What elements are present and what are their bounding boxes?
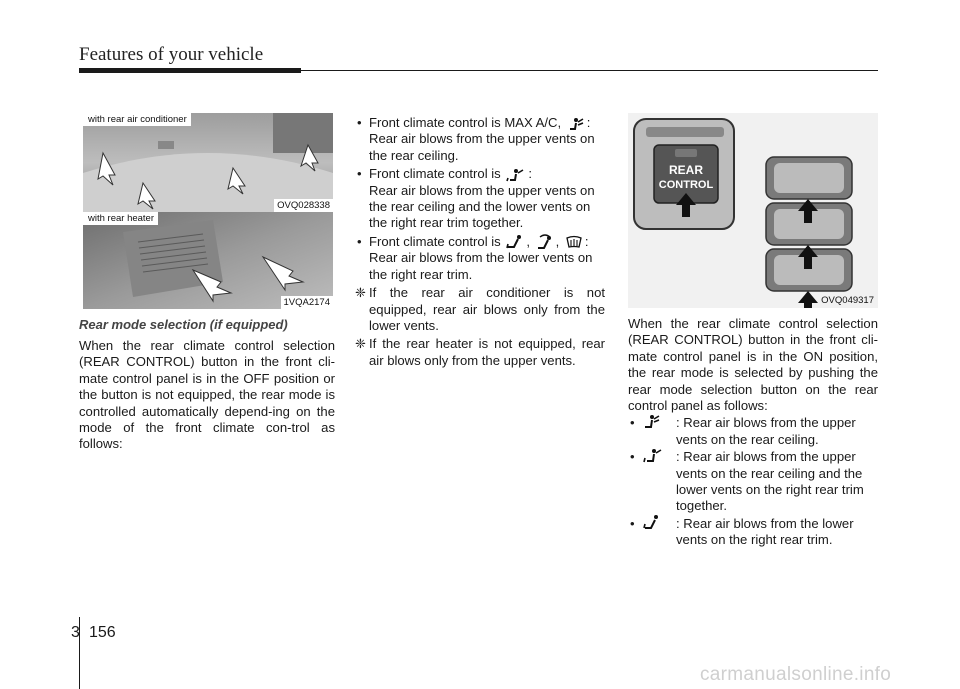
floor-mode-icon	[506, 235, 524, 249]
separator: ,	[555, 233, 560, 249]
list-item	[628, 415, 878, 448]
bullet: •	[630, 415, 635, 431]
header-rule-thin	[301, 70, 878, 71]
face-vent-mode-icon	[567, 117, 585, 131]
rear-control-paragraph: When the rear climate control selection (REAR CONTROL) button in the front cli-mate control panel is in the ON position, the rear mode is selected by pushing the rear mode selection button on the rear control panel as follows:	[628, 316, 878, 414]
note	[355, 336, 605, 369]
mode-description: : Rear air blows from the upper vents on the rear ceiling.	[676, 415, 856, 447]
photo-code: OVQ028338	[274, 199, 333, 212]
photo-code: 1VQA2174	[281, 296, 333, 309]
bullet: •	[630, 515, 635, 531]
watermark: carmanualsonline.info	[700, 664, 892, 685]
bullet-text: Rear air blows from the lower vents on the right rear trim.	[369, 250, 593, 282]
photo-rear-air-conditioner	[83, 113, 333, 212]
photo-label: with rear heater	[83, 212, 158, 225]
bullet-lead: Front climate control is	[369, 233, 501, 249]
bullet-colon: :	[586, 115, 591, 130]
bullet-colon: :	[528, 166, 532, 182]
bullet-lead: Front climate control is MAX A/C,	[369, 115, 562, 130]
section-subheading: Rear mode selection (if equipped)	[79, 317, 288, 332]
column-2	[355, 115, 605, 371]
button-label: CONTROL	[658, 179, 714, 191]
bullet: •	[357, 166, 362, 182]
photo-rear-heater	[83, 212, 333, 309]
face-vent-mode-icon	[642, 413, 662, 429]
trim-vents-illustration	[83, 212, 333, 309]
photo-code: OVQ049317	[821, 295, 874, 306]
intro-paragraph: When the rear climate control selection (REAR CONTROL) button in the front cli-mate control panel is in the OFF position or the button is not equipped, the rear mode is controlled automatically depend-ing on the mode of the front climate con-trol as follows:	[79, 338, 335, 452]
bullet-text: Rear air blows from the upper vents on the rear ceiling.	[369, 131, 595, 163]
section-number: 3	[71, 624, 80, 641]
photo-rear-control-panel	[628, 113, 878, 308]
note-mark: ❈	[355, 336, 366, 352]
bullet-text: Rear air blows from the upper vents on the rear ceiling and the lower vents on the right rear trim together.	[369, 182, 595, 231]
button-label: REAR	[668, 163, 704, 177]
list-item	[628, 516, 878, 549]
list-item	[628, 449, 878, 515]
bi-level-mode-icon	[642, 447, 664, 463]
bullet: •	[630, 449, 635, 465]
header-rule-thick	[79, 68, 301, 73]
photo-label: with rear air conditioner	[83, 113, 191, 126]
list-item	[355, 166, 605, 232]
bi-level-mode-icon	[506, 168, 526, 182]
header-title: Features of your vehicle	[79, 44, 264, 65]
separator: ,	[526, 233, 530, 249]
note-mark: ❈	[355, 285, 366, 301]
column-1	[79, 317, 335, 453]
ceiling-vents-illustration	[83, 113, 333, 212]
mode-description: : Rear air blows from the upper vents on the rear ceiling and the lower vents on the right rear trim together.	[676, 449, 864, 514]
bullet-lead: Front climate control is	[369, 166, 501, 182]
control-panel-illustration	[628, 113, 878, 308]
mode-buttons	[766, 157, 852, 291]
list-item	[355, 234, 605, 283]
page-number: 156	[89, 624, 116, 641]
column-3	[628, 316, 878, 549]
bullet: •	[357, 233, 362, 249]
note-text: If the rear air conditioner is not equipped, rear air blows only from the lower vents.	[369, 285, 605, 334]
list-item	[355, 115, 605, 164]
note-text: If the rear heater is not equipped, rear air blows only from the upper vents.	[369, 336, 605, 368]
mode-description: : Rear air blows from the lower vents on the right rear trim.	[676, 515, 854, 548]
defrost-mode-icon	[565, 235, 583, 249]
bullet: •	[357, 115, 362, 130]
floor-mode-icon	[642, 514, 662, 530]
floor-defrost-mode-icon	[536, 234, 554, 250]
bullet-colon: :	[584, 233, 589, 249]
note	[355, 285, 605, 334]
